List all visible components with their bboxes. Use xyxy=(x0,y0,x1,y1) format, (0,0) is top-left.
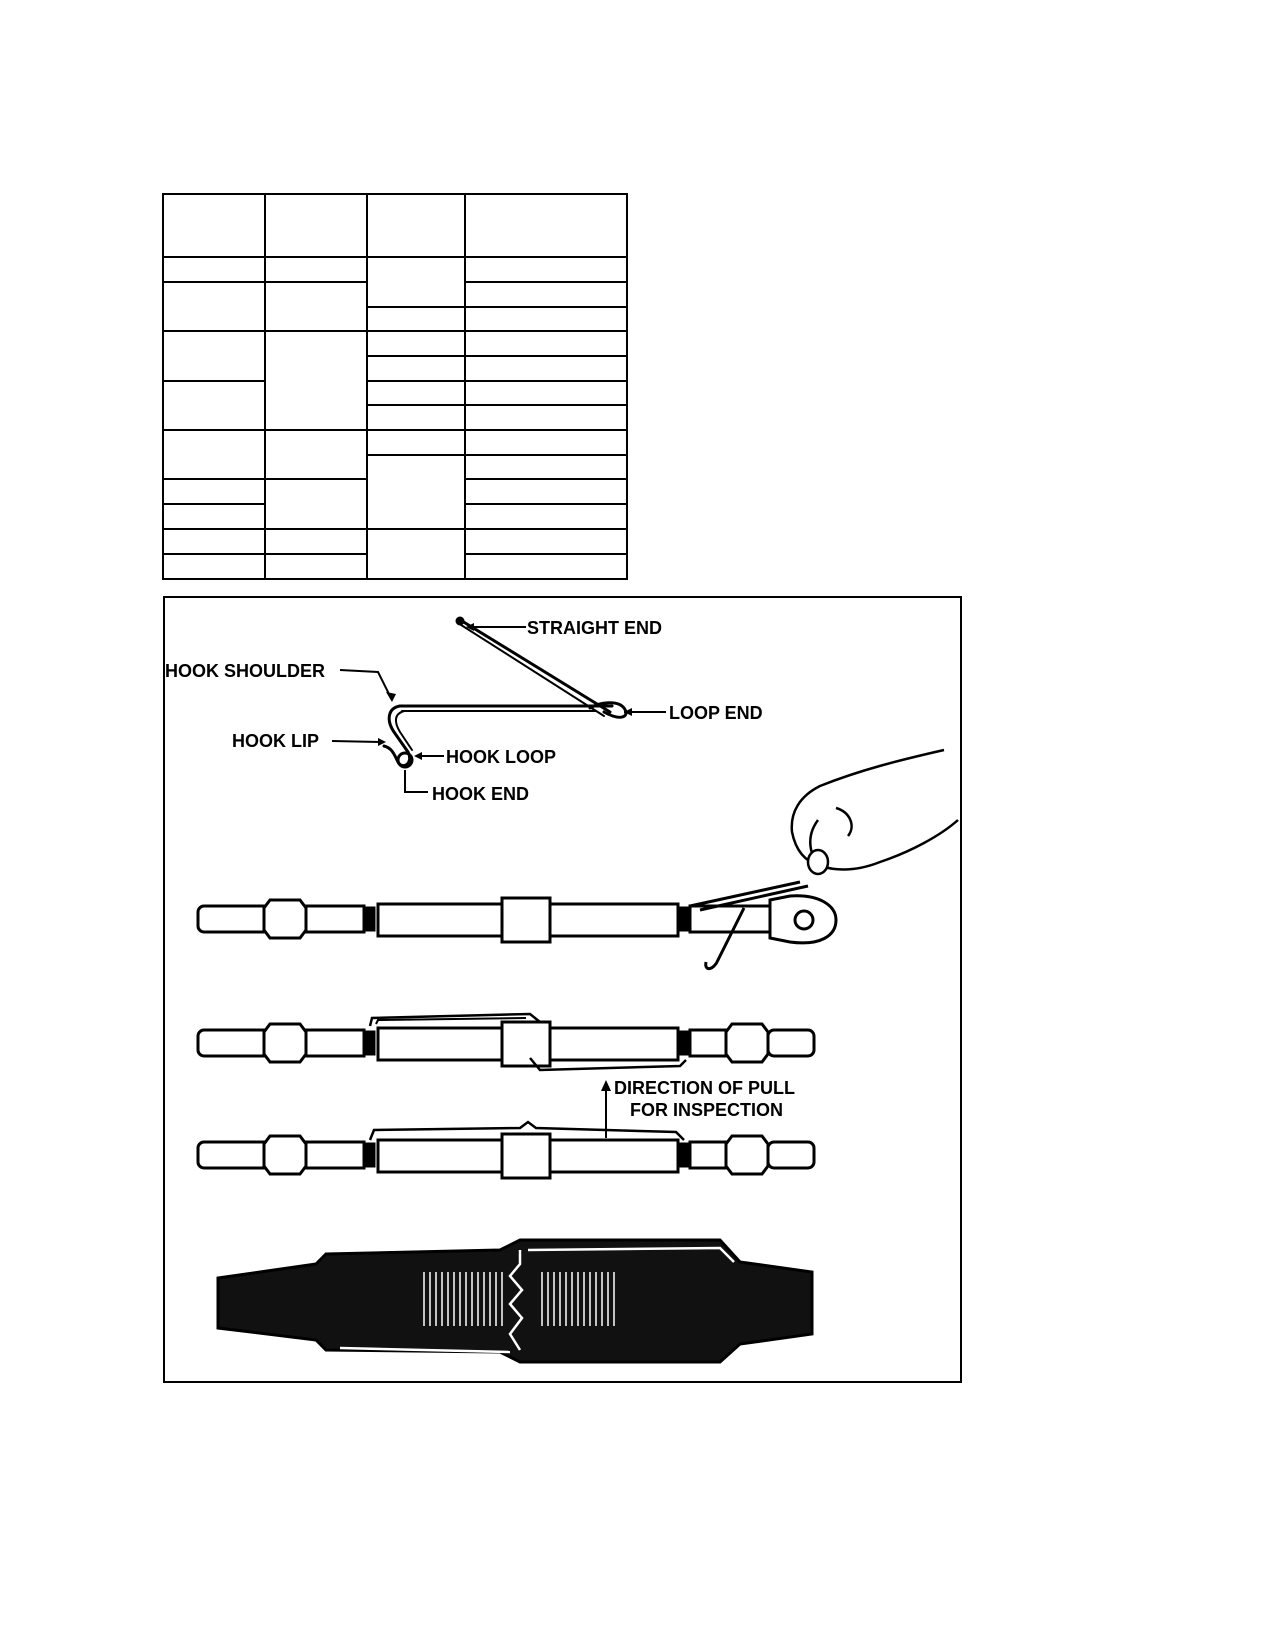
label-direction-line2: FOR INSPECTION xyxy=(630,1100,784,1120)
clip-drawing xyxy=(384,618,626,767)
turnbuckle-installing xyxy=(198,882,836,969)
turnbuckle-section-view xyxy=(218,1240,812,1362)
turnbuckle-inspection xyxy=(198,1122,814,1178)
label-direction-line1: DIRECTION OF PULL xyxy=(614,1078,795,1098)
label-hook-lip: HOOK LIP xyxy=(232,731,320,751)
label-hook-loop: HOOK LOOP xyxy=(446,747,557,767)
label-loop-end: LOOP END xyxy=(669,703,763,723)
turnbuckle-clip-installed xyxy=(198,1014,814,1070)
label-straight-end: STRAIGHT END xyxy=(527,618,662,638)
label-hook-end: HOOK END xyxy=(432,784,530,804)
hand-illustration xyxy=(792,750,958,874)
label-hook-shoulder: HOOK SHOULDER xyxy=(165,661,326,681)
